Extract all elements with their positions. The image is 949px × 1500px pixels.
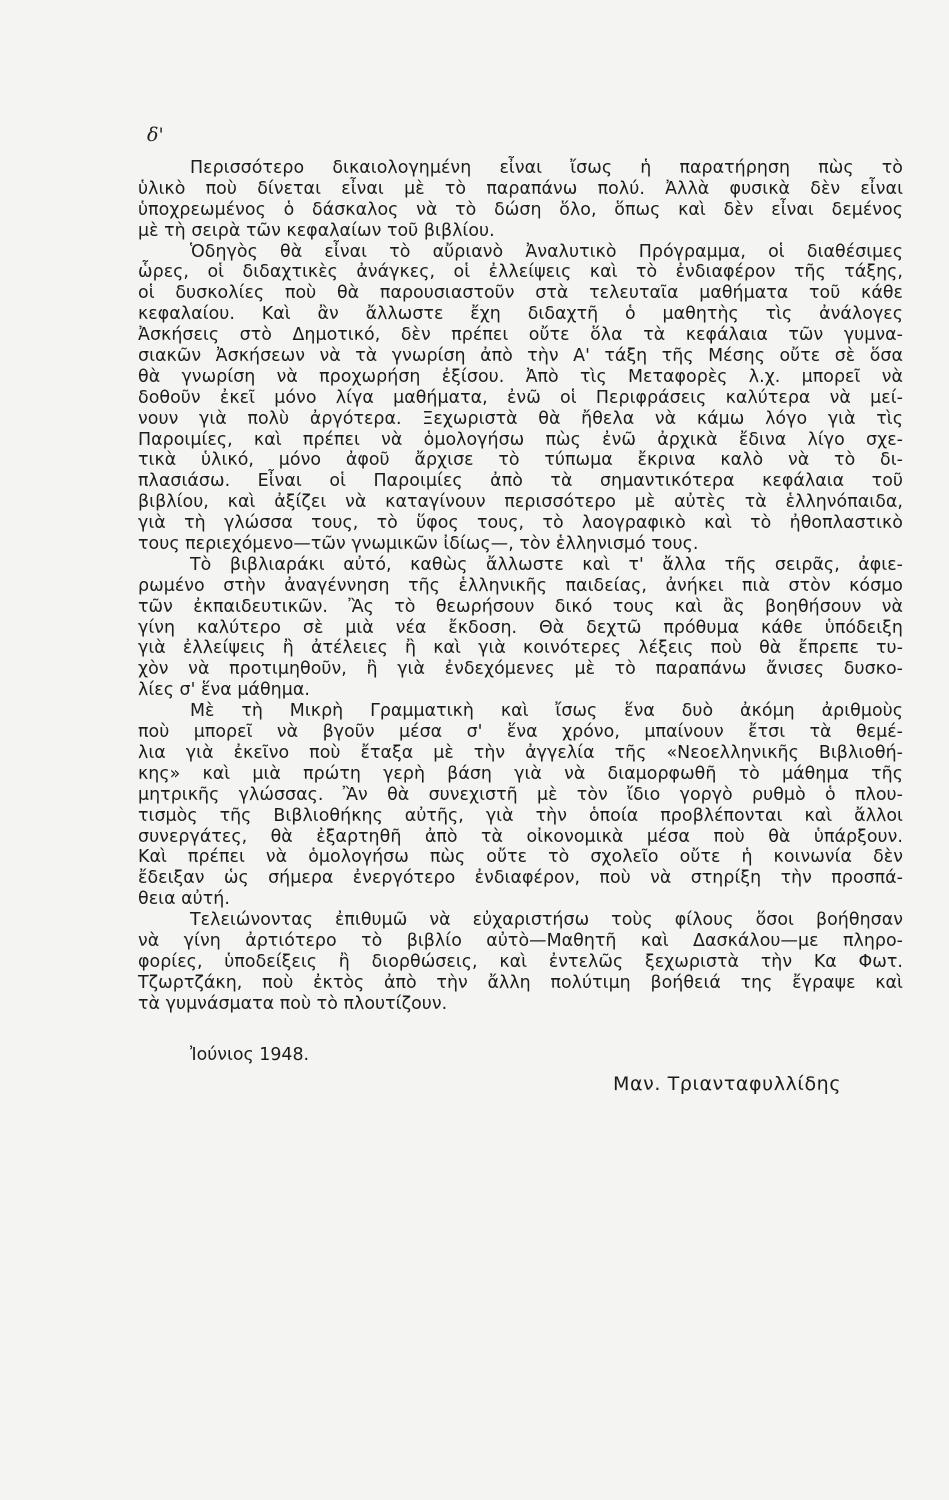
text-line: γιὰ ἐλλείψεις ἢ ἀτέλειες ἢ καὶ γιὰ κοινότερες λέξεις ποὺ θὰ ἔπρεπε τυ- xyxy=(138,638,903,659)
text-line: σιακῶν Ἀσκήσεων νὰ τὰ γνωρίση ἀπὸ τὴν Α' τάξη τῆς Μέσης οὔτε σὲ ὅσα xyxy=(138,346,903,367)
text-line: γιὰ τὴ γλώσσα τους, τὸ ὕφος τους, τὸ λαογραφικὸ καὶ τὸ ἠθοπλαστικὸ xyxy=(138,513,903,534)
text-line: Μὲ τὴ Μικρὴ Γραμματικὴ καὶ ἴσως ἕνα δυὸ ἀκόμη ἀριθμοὺς xyxy=(190,701,903,722)
text-line: θὰ γνωρίση νὰ προχωρήση ἐξίσου. Ἀπὸ τὶς Μεταφορὲς λ.χ. μπορεῖ νὰ xyxy=(138,366,903,387)
text-line: Τὸ βιβλιαράκι αὐτό, καθὼς ἄλλωστε καὶ τ' ἄλλα τῆς σειρᾶς, ἀφιε- xyxy=(190,554,903,575)
paragraph xyxy=(138,555,903,701)
text-line: τους περιεχόμενο—τῶν γνωμικῶν ἰδίως—, τὸν ἑλληνισμό τους. xyxy=(138,534,699,555)
text-line: ὧρες, οἱ διδαχτικὲς ἀνάγκες, οἱ ἐλλείψεις καὶ τὸ ἐνδιαφέρον τῆς τάξης, xyxy=(138,262,903,283)
paragraph xyxy=(138,701,903,910)
page-number: δ' xyxy=(147,124,164,146)
text-line: δοθοῦν ἐκεῖ μόνο λίγα μαθήματα, ἐνῶ οἱ Περιφράσεις καλύτερα νὰ μεί- xyxy=(138,387,903,408)
text-line: μὲ τὴ σειρὰ τῶν κεφαλαίων τοῦ βιβλίου. xyxy=(138,220,495,241)
text-line: Καὶ πρέπει νὰ ὁμολογήσω πὼς οὔτε τὸ σχολεῖο οὔτε ἡ κοινωνία δὲν xyxy=(138,847,903,868)
text-line: λίες σ' ἕνα μάθημα. xyxy=(138,680,310,701)
text-line: κεφαλαίου. Καὶ ἂν ἄλλωστε ἔχη διδαχτῆ ὁ μαθητὴς τὶς ἀνάλογες xyxy=(138,304,903,325)
text-line: οἱ δυσκολίες ποὺ θὰ παρουσιαστοῦν στὰ τελευταῖα μαθήματα τοῦ κάθε xyxy=(138,283,903,304)
text-line: ποὺ μπορεῖ νὰ βγοῦν μέσα σ' ἕνα χρόνο, μπαίνουν ἔτσι τὰ θεμέ- xyxy=(138,722,903,743)
text-line: θεια αὐτή. xyxy=(138,889,230,910)
text-line: βιβλίου, καὶ ἀξίζει νὰ καταγίνουν περισσότερο μὲ αὐτὲς τὰ ἑλληνόπαιδα, xyxy=(138,492,903,513)
text-line: ρωμένο στὴν ἀναγέννηση τῆς ἑλληνικῆς παιδείας, ἀνήκει πιὰ στὸν κόσμο xyxy=(138,575,903,596)
text-line: Περισσότερο δικαιολογημένη εἶναι ἴσως ἡ παρατήρηση πὼς τὸ xyxy=(190,158,903,178)
text-line: τικὰ ὑλικό, μόνο ἀφοῦ ἄρχισε τὸ τύπωμα ἔκρινα καλὸ νὰ τὸ δι- xyxy=(138,450,903,471)
text-line: νουν γιὰ πολὺ ἀργότερα. Ξεχωριστὰ θὰ ἤθελα νὰ κάμω λόγο γιὰ τὶς xyxy=(138,408,903,429)
text-line: φορίες, ὑποδείξεις ἢ διορθώσεις, καὶ ἐντελῶς ξεχωριστὰ τὴν Κα Φωτ. xyxy=(138,951,903,972)
date: Ἰούνιος 1948. xyxy=(190,1045,310,1065)
text-line: λια γιὰ ἐκεῖνο ποὺ ἔταξα μὲ τὴν ἀγγελία τῆς «Νεοελληνικῆς Βιβλιοθή- xyxy=(138,742,903,763)
text-line: Παροιμίες, καὶ πρέπει νὰ ὁμολογήσω πὼς ἐνῶ ἀρχικὰ ἔδινα λίγο σχε- xyxy=(138,429,903,450)
text-line: κης» καὶ μιὰ πρώτη γερὴ βάση γιὰ νὰ διαμορφωθῆ τὸ μάθημα τῆς xyxy=(138,763,903,784)
paragraph xyxy=(138,910,903,1014)
text-line: τῶν ἐκπαιδευτικῶν. Ἂς τὸ θεωρήσουν δικό τους καὶ ἂς βοηθήσουν νὰ xyxy=(138,596,903,617)
text-line: Τζωρτζάκη, ποὺ ἐκτὸς ἀπὸ τὴν ἄλλη πολύτιμη βοήθειά της ἔγραψε καὶ xyxy=(138,972,903,993)
text-line: μητρικῆς γλώσσας. Ἂν θὰ συνεχιστῆ μὲ τὸν ἴδιο γοργὸ ρυθμὸ ὁ πλου- xyxy=(138,784,903,805)
text-line: ὑποχρεωμένος ὁ δάσκαλος νὰ τὸ δώση ὅλο, ὅπως καὶ δὲν εἶναι δεμένος xyxy=(138,199,903,220)
text-line: νὰ γίνη ἀρτιότερο τὸ βιβλίο αὐτὸ—Μαθητῆ καὶ Δασκάλου—με πληρο- xyxy=(138,930,903,951)
text-line: ὑλικὸ ποὺ δίνεται εἶναι μὲ τὸ παραπάνω πολύ. Ἀλλὰ φυσικὰ δὲν εἶναι xyxy=(138,178,903,199)
text-line: πλασιάσω. Εἶναι οἱ Παροιμίες ἀπὸ τὰ σημαντικότερα κεφάλαια τοῦ xyxy=(138,471,903,492)
text-line: συνεργάτες, θὰ ἐξαρτηθῆ ἀπὸ τὰ οἰκονομικὰ μέσα ποὺ θὰ ὑπάρξουν. xyxy=(138,826,903,847)
paragraph xyxy=(138,158,903,242)
text-line: χὸν νὰ προτιμηθοῦν, ἢ γιὰ ἐνδεχόμενες μὲ τὸ παραπάνω ἄνισες δυσκο- xyxy=(138,659,903,680)
text-line: Ἀσκήσεις στὸ Δημοτικό, δὲν πρέπει οὔτε ὅλα τὰ κεφάλαια τῶν γυμνα- xyxy=(138,325,903,346)
text-line: Τελειώνοντας ἐπιθυμῶ νὰ εὐχαριστήσω τοὺς φίλους ὅσοι βοήθησαν xyxy=(190,910,903,931)
text-line: τισμὸς τῆς Βιβλιοθήκης αὐτῆς, γιὰ τὴν ὁποία προβλέπονται καὶ ἄλλοι xyxy=(138,805,903,826)
author-signature: Μαν. Τριανταφυλλίδης xyxy=(613,1073,842,1095)
text-line: ἔδειξαν ὡς σήμερα ἐνεργότερο ἐνδιαφέρον, ποὺ νὰ στηρίξη τὴν προσπά- xyxy=(138,868,903,889)
text-line: τὰ γυμνάσματα ποὺ τὸ πλουτίζουν. xyxy=(138,993,448,1014)
preface-body xyxy=(138,158,903,1015)
text-line: γίνη καλύτερο σὲ μιὰ νέα ἔκδοση. Θὰ δεχτῶ πρόθυμα κάθε ὑπόδειξη xyxy=(138,617,903,638)
paragraph xyxy=(138,242,903,555)
text-line: Ὁδηγὸς θὰ εἶναι τὸ αὔριανὸ Ἀναλυτικὸ Πρόγραμμα, οἱ διαθέσιμες xyxy=(190,241,903,262)
